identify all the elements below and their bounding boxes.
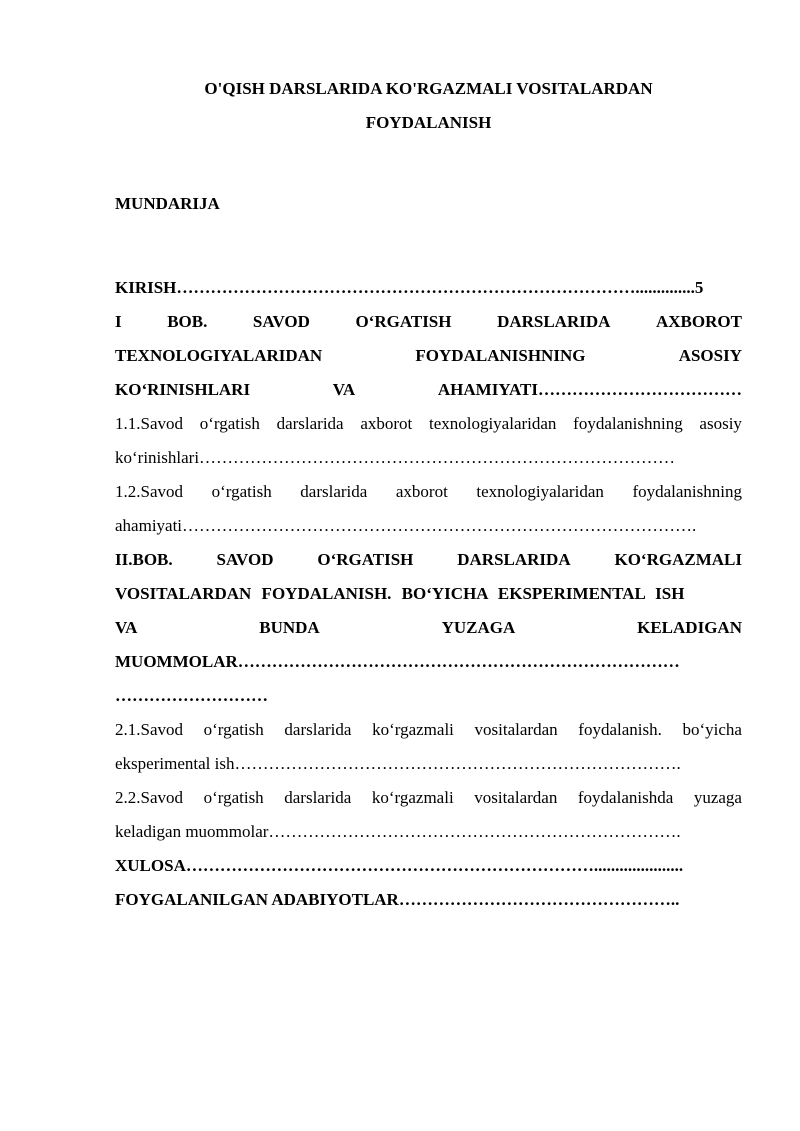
toc-section-2-1-line2[interactable]: eksperimental ish……………………………………………………………………. xyxy=(115,754,681,773)
title-line-2: FOYDALANISH xyxy=(365,113,492,132)
toc-word: 1.1.Savod xyxy=(115,414,183,433)
toc-word: vositalardan xyxy=(474,720,558,739)
toc-section-1-2-line1[interactable] xyxy=(115,479,742,513)
document-title xyxy=(115,72,742,140)
toc-word: darslarida xyxy=(300,482,368,501)
toc-word: ASOSIY xyxy=(678,346,742,365)
toc-bob2-line5[interactable]: ……………………… xyxy=(115,686,268,705)
toc-section-1-1-line1[interactable] xyxy=(115,411,742,445)
toc-word: foydalanishning xyxy=(632,482,742,501)
toc-word: VA xyxy=(115,618,138,637)
toc-word: VA xyxy=(332,380,356,399)
toc-word: YUZAGA xyxy=(441,618,516,637)
contents-heading: MUNDARIJA xyxy=(115,194,220,213)
title-line-1: O'QISH DARSLARIDA KO'RGAZMALI VOSITALARDAN xyxy=(204,79,653,98)
toc-word: yuzaga xyxy=(693,788,742,807)
toc-word: SAVOD xyxy=(252,312,310,331)
toc-word: I xyxy=(115,312,122,331)
toc-word: O‘RGATISH xyxy=(317,550,414,569)
toc-bob2-line1[interactable] xyxy=(115,547,742,581)
toc-word: KO‘RINISHLARI xyxy=(115,380,251,399)
toc-word: 1.2.Savod xyxy=(115,482,183,501)
toc-word: TEXNOLOGIYALARIDAN xyxy=(115,346,323,365)
toc-word: darslarida xyxy=(284,720,352,739)
toc-section-2-2-line2[interactable]: keladigan muommolar………………………………………………………………. xyxy=(115,822,681,841)
toc-section-2-2-line1[interactable] xyxy=(115,785,742,819)
toc-section-1-2-line2[interactable]: ahamiyati………………………………………………………………………………. xyxy=(115,516,697,535)
toc-word: KELADIGAN xyxy=(637,618,742,637)
toc-word: foydalanishda xyxy=(577,788,674,807)
toc-word: o‘rgatish xyxy=(211,482,272,501)
toc-word: FOYDALANISHNING xyxy=(415,346,586,365)
toc-word: axborot xyxy=(360,414,413,433)
toc-word: vositalardan xyxy=(474,788,558,807)
toc-bob1-line2[interactable] xyxy=(115,343,742,377)
toc-word: ko‘rgazmali xyxy=(372,720,454,739)
table-of-contents xyxy=(115,275,742,921)
toc-section-1-1-line2[interactable]: ko‘rinishlari………………………………………………………………………… xyxy=(115,448,676,467)
toc-word: SAVOD xyxy=(216,550,274,569)
toc-word: AXBOROT xyxy=(655,312,742,331)
toc-bob1-line3[interactable] xyxy=(115,377,742,411)
toc-word: foydalanishning xyxy=(573,414,683,433)
toc-word: axborot xyxy=(395,482,448,501)
toc-word: darslarida xyxy=(276,414,344,433)
toc-kirish[interactable]: KIRISH………………………………………………………………………..............5 xyxy=(115,278,704,297)
toc-bob2-line3[interactable] xyxy=(115,615,742,649)
toc-word: KO‘RGAZMALI xyxy=(614,550,742,569)
toc-bob1-line1[interactable] xyxy=(115,309,742,343)
toc-word: BUNDA xyxy=(259,618,320,637)
toc-word: AHAMIYATI……………………………… xyxy=(437,380,742,399)
toc-section-2-1-line1[interactable] xyxy=(115,717,742,751)
toc-word: 2.1.Savod xyxy=(115,720,183,739)
toc-word: o‘rgatish xyxy=(199,414,260,433)
toc-word: O‘RGATISH xyxy=(355,312,452,331)
toc-word: DARSLARIDA xyxy=(457,550,571,569)
toc-word: o‘rgatish xyxy=(203,720,264,739)
toc-bob2-line2[interactable]: VOSITALARDAN FOYDALANISH. BO‘YICHA EKSPERIMENTAL ISH xyxy=(115,584,685,603)
toc-xulosa[interactable]: XULOSA………………………………………………………………..................... xyxy=(115,856,684,875)
toc-word: 2.2.Savod xyxy=(115,788,183,807)
toc-word: asosiy xyxy=(699,414,742,433)
toc-word: darslarida xyxy=(284,788,352,807)
toc-word: texnologiyalaridan xyxy=(428,414,557,433)
toc-word: foydalanish. xyxy=(578,720,662,739)
toc-word: ko‘rgazmali xyxy=(371,788,454,807)
toc-word: bo‘yicha xyxy=(682,720,742,739)
toc-word: II.BOB. xyxy=(115,550,173,569)
toc-word: o‘rgatish xyxy=(203,788,264,807)
toc-word: BOB. xyxy=(167,312,208,331)
toc-bob2-line4[interactable]: MUOMMOLAR…………………………………………………………………… xyxy=(115,652,680,671)
toc-adabiyotlar[interactable]: FOYGALANILGAN ADABIYOTLAR………………………………………….. xyxy=(115,890,680,909)
toc-word: DARSLARIDA xyxy=(497,312,611,331)
toc-word: texnologiyalaridan xyxy=(476,482,604,501)
